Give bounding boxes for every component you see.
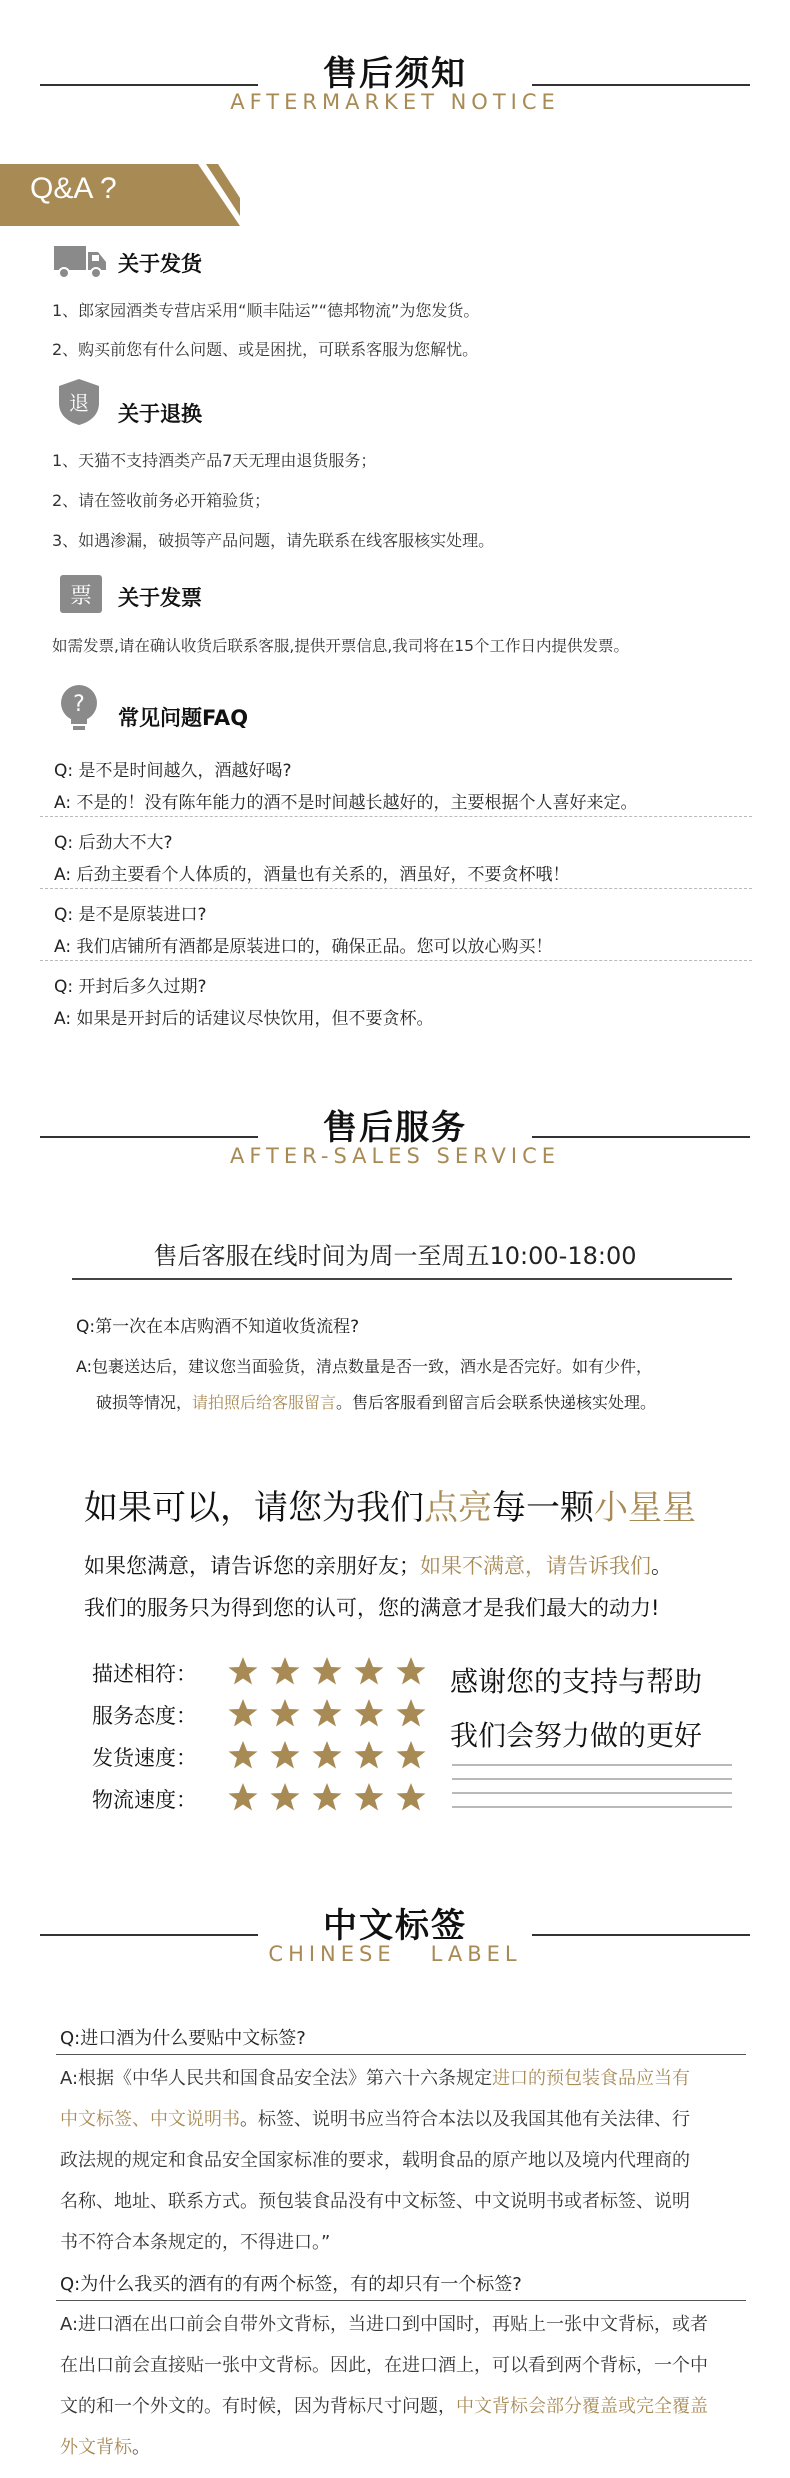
star-icon [228, 1782, 258, 1812]
star-icon [312, 1740, 342, 1770]
rating-line: 如果您满意，请告诉您的亲朋好友；如果不满意，请告诉我们。 [84, 1554, 672, 1578]
faq-question: Q: 是不是原装进口? [54, 905, 207, 925]
star-icon [228, 1740, 258, 1770]
label-divider [56, 2300, 746, 2301]
invoice-icon [54, 570, 108, 618]
answer-text: A:根据《中华人民共和国食品安全法》第六十六条规定 [60, 2068, 493, 2089]
star-icon [228, 1656, 258, 1686]
service-hours: 售后客服在线时间为周一至周五10:00-18:00 [153, 1242, 637, 1270]
rating-label: 描述相符： [92, 1662, 197, 1686]
answer-text: 。标签、说明书应当符合本法以及我国其他有关法律、行 [240, 2109, 690, 2130]
highlight-text: 进口的预包装食品应当有 [492, 2068, 691, 2089]
label-subtitle: CHINESE LABEL [268, 1942, 522, 1966]
answer-line [60, 2386, 708, 2427]
thanks-line: 我们会努力做的更好 [450, 1719, 703, 1752]
label-question: Q:为什么我买的酒有的有两个标签，有的却只有一个标签? [60, 2274, 522, 2295]
faq-heading: 常见问题FAQ [118, 706, 249, 730]
qa-banner-label: Q&A ? [30, 172, 117, 205]
rating-label: 发货速度： [92, 1746, 197, 1770]
returns-line: 3、如遇渗漏，破损等产品问题，请先联系在线客服核实处理。 [52, 531, 495, 550]
answer-line [60, 2058, 690, 2099]
star-icon [396, 1782, 426, 1812]
answer-line [60, 2099, 690, 2140]
return-shield-icon [52, 378, 106, 426]
highlight-text: 外文背标 [60, 2437, 132, 2458]
star-icon [354, 1782, 384, 1812]
answer-text: A:进口酒在出口前会自带外文背标，当进口到中国时，再贴上一张中文背标，或者 [60, 2314, 709, 2335]
label-answer-1 [60, 2058, 690, 2263]
faq-answer: A: 如果是开封后的话建议尽快饮用，但不要贪杯。 [54, 1009, 434, 1029]
rating-label: 物流速度： [92, 1788, 197, 1812]
shipping-heading: 关于发货 [118, 252, 202, 276]
star-icon [270, 1698, 300, 1728]
answer-line [60, 2304, 708, 2345]
star-icon [270, 1656, 300, 1686]
faq-answer: A: 我们店铺所有酒都是原装进口的，确保正品。您可以放心购买！ [54, 937, 553, 957]
answer-line [60, 2222, 690, 2263]
service-subtitle: AFTER-SALES SERVICE [229, 1144, 561, 1168]
star-icon [396, 1656, 426, 1686]
faq-divider [40, 960, 752, 962]
faq-question: Q: 后劲大不大? [54, 833, 173, 853]
star-icon [270, 1782, 300, 1812]
answer-line [60, 2427, 708, 2468]
notice-subtitle: AFTERMARKET NOTICE [230, 90, 560, 114]
service-answer: 破损等情况，请拍照后给客服留言。售后客服看到留言后会联系快递核实处理。 [96, 1393, 657, 1412]
shipping-line: 1、郎家园酒类专营店采用“顺丰陆运”“德邦物流”为您发货。 [52, 301, 480, 320]
decor-stripe [452, 1806, 732, 1808]
faq-question: Q: 是不是时间越久，酒越好喝? [54, 761, 292, 781]
label-title: 中文标签 [323, 1906, 467, 1946]
truck-icon [54, 238, 108, 286]
returns-line: 2、请在签收前务必开箱验货； [52, 491, 271, 510]
star-icon [312, 1698, 342, 1728]
answer-line [60, 2140, 690, 2181]
faq-divider [40, 888, 752, 890]
answer-text: 名称、地址、联系方式。预包装食品没有中文标签、中文说明书或者标签、说明 [60, 2191, 690, 2212]
star-icon [228, 1698, 258, 1728]
answer-text: 在出口前会直接贴一张中文背标。因此，在进口酒上，可以看到两个背标，一个中 [60, 2355, 708, 2376]
highlight-text: 中文标签、中文说明书 [60, 2109, 240, 2130]
star-icon [312, 1782, 342, 1812]
shipping-line: 2、购买前您有什么问题、或是困扰，可联系客服为您解忧。 [52, 340, 479, 359]
decor-stripe [452, 1778, 732, 1780]
service-question: Q:第一次在本店购酒不知道收货流程? [76, 1317, 360, 1337]
answer-text: 。 [132, 2437, 150, 2458]
svg-text:?: ? [73, 692, 85, 717]
star-icon [354, 1656, 384, 1686]
service-title: 售后服务 [323, 1108, 467, 1148]
notice-title: 售后须知 [323, 54, 467, 94]
answer-text: 文的和一个外文的。有时候，因为背标尺寸问题， [60, 2396, 456, 2417]
thanks-line: 感谢您的支持与帮助 [450, 1665, 703, 1698]
question-bulb-icon [52, 684, 106, 732]
answer-line [60, 2181, 690, 2222]
returns-heading: 关于退换 [118, 402, 202, 426]
faq-question: Q: 开封后多久过期? [54, 977, 207, 997]
decor-stripe [452, 1792, 732, 1794]
faq-answer: A: 不是的！没有陈年能力的酒不是时间越长越好的，主要根据个人喜好来定。 [54, 793, 638, 813]
invoice-line: 如需发票,请在确认收货后联系客服,提供开票信息,我司将在15个工作日内提供发票。 [52, 637, 630, 655]
answer-line [60, 2345, 708, 2386]
star-icon [354, 1698, 384, 1728]
decor-stripe [452, 1764, 732, 1766]
highlight-text: 中文背标会部分覆盖或完全覆盖 [456, 2396, 708, 2417]
svg-text:票: 票 [69, 584, 93, 609]
star-icon [312, 1656, 342, 1686]
star-icon [270, 1740, 300, 1770]
star-icon [396, 1698, 426, 1728]
answer-text: 书不符合本条规定的，不得进口。” [60, 2232, 331, 2253]
star-icon [354, 1740, 384, 1770]
label-divider [56, 2054, 746, 2055]
faq-answer: A: 后劲主要看个人体质的，酒量也有关系的，酒虽好，不要贪杯哦！ [54, 865, 570, 885]
label-answer-2 [60, 2304, 708, 2468]
rating-headline: 如果可以，请您为我们点亮每一颗小星星 [84, 1488, 696, 1528]
rating-line: 我们的服务只为得到您的认可，您的满意才是我们最大的动力! [84, 1596, 660, 1620]
service-answer: A:包裹送达后，建议您当面验货，清点数量是否一致，酒水是否完好。如有少件， [76, 1357, 653, 1376]
rating-label: 服务态度： [92, 1704, 197, 1728]
service-hours-underline [72, 1278, 732, 1280]
label-question: Q:进口酒为什么要贴中文标签? [60, 2028, 306, 2049]
svg-text:退: 退 [69, 391, 89, 415]
star-icon [396, 1740, 426, 1770]
returns-line: 1、天猫不支持酒类产品7天无理由退货服务； [52, 451, 377, 470]
answer-text: 政法规的规定和食品安全国家标准的要求，载明食品的原产地以及境内代理商的 [60, 2150, 690, 2171]
invoice-heading: 关于发票 [118, 586, 202, 610]
faq-divider [40, 816, 752, 818]
